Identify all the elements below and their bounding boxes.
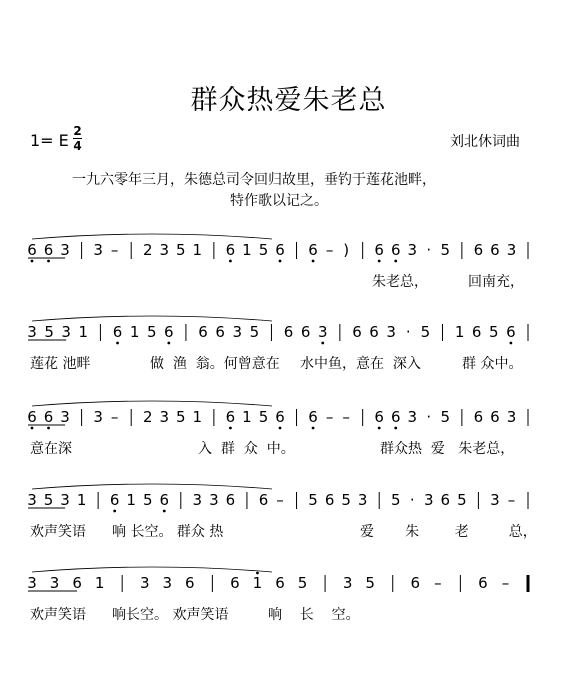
note: 3	[506, 408, 517, 426]
note: 5	[249, 323, 260, 341]
lyric-line: 响长空。 欢声笑语	[112, 607, 229, 623]
note: 6	[374, 408, 384, 426]
low-octave-dot	[47, 260, 50, 263]
note: 1	[192, 408, 203, 426]
slur	[32, 234, 272, 239]
note: 5	[44, 323, 54, 341]
high-octave-dot	[256, 572, 259, 575]
note: 3	[192, 491, 203, 509]
note: 6	[324, 491, 335, 509]
note: 3	[506, 241, 517, 259]
low-octave-dot	[116, 342, 119, 345]
note: 1	[242, 408, 252, 426]
note: 3	[407, 241, 418, 259]
note: 6	[225, 408, 236, 426]
note: 6	[159, 491, 170, 509]
note: 1	[78, 323, 89, 341]
note: ·	[426, 408, 432, 426]
note: 6	[374, 241, 384, 259]
time-signature-bottom: 4	[73, 139, 82, 153]
note: 5	[308, 491, 318, 509]
note: 3	[424, 491, 434, 509]
note: 3	[162, 574, 173, 592]
note: –	[276, 491, 284, 509]
note: 3	[27, 323, 37, 341]
note: 6	[478, 574, 488, 592]
slur	[32, 316, 272, 321]
slur	[32, 401, 272, 406]
lyric-line: 朱老总，	[372, 274, 428, 290]
note: 3	[386, 323, 396, 341]
note: 5	[258, 241, 269, 259]
note: 6	[390, 408, 401, 426]
note: 6	[471, 323, 482, 341]
note: 6	[352, 323, 362, 341]
note: 3	[60, 491, 70, 509]
note: 3	[27, 574, 37, 592]
key-signature: 1= E	[30, 131, 69, 150]
note: 3	[490, 491, 500, 509]
note: 6	[308, 408, 318, 426]
lyric-line: 回南充，	[468, 274, 524, 290]
note: 6	[369, 323, 379, 341]
low-octave-dot	[394, 427, 397, 430]
note: 6	[473, 408, 484, 426]
note: 5	[440, 241, 451, 259]
note: –	[434, 574, 442, 592]
note: 3	[209, 491, 219, 509]
note: 6	[258, 491, 269, 509]
low-octave-dot	[229, 427, 232, 430]
low-octave-dot	[163, 510, 166, 513]
lyric-line: 响 长 空。	[268, 607, 360, 623]
note: 3	[407, 408, 418, 426]
note: 2	[142, 408, 153, 426]
note: 5	[365, 574, 375, 592]
note: 1	[192, 241, 203, 259]
note: 1	[94, 574, 105, 592]
note: 5	[440, 408, 451, 426]
note: 3	[27, 491, 37, 509]
note: 3	[317, 323, 328, 341]
note: 6	[390, 241, 401, 259]
low-octave-dot	[321, 342, 324, 345]
note: 5	[146, 323, 157, 341]
note: 5	[457, 491, 467, 509]
note: 6	[72, 574, 82, 592]
page-title: 群众热爱朱老总	[190, 85, 387, 116]
note: 6	[27, 241, 37, 259]
lyric-line: 群众热 爱 朱老总，	[380, 441, 515, 457]
note: 5	[258, 408, 269, 426]
note: ·	[405, 323, 411, 341]
note: 6	[43, 241, 54, 259]
low-octave-dot	[167, 342, 170, 345]
note: 3	[159, 241, 170, 259]
note: 6	[225, 241, 236, 259]
note: 5	[43, 491, 54, 509]
note: 3	[61, 323, 71, 341]
note: 6	[215, 323, 225, 341]
low-octave-dot	[47, 427, 50, 430]
low-octave-dot	[394, 260, 397, 263]
low-octave-dot	[113, 510, 116, 513]
lyric-line: 入 群 众 中。	[198, 441, 295, 457]
note: –	[325, 241, 334, 259]
note: 3	[60, 408, 70, 426]
note: 6	[109, 491, 120, 509]
note: –	[507, 491, 516, 509]
note: 1	[454, 323, 465, 341]
note: 5	[341, 491, 351, 509]
lyric-line: 意在深	[30, 441, 72, 457]
note: 3	[49, 574, 60, 592]
lyric-line: 群 众中。	[462, 356, 523, 372]
note: 1	[76, 491, 87, 509]
note: 6	[506, 323, 516, 341]
note: 3	[342, 574, 353, 592]
intro-line-2: 特作歌以记之。	[230, 193, 328, 209]
low-octave-dot	[378, 427, 381, 430]
note: 6	[473, 241, 484, 259]
note: 6	[230, 574, 240, 592]
note: 6	[164, 323, 174, 341]
low-octave-dot	[509, 342, 512, 345]
low-octave-dot	[312, 260, 315, 263]
note: 6	[27, 408, 37, 426]
note: 1	[126, 491, 136, 509]
note: 6	[410, 574, 421, 592]
time-signature-top: 2	[73, 124, 82, 138]
note: 3	[93, 408, 103, 426]
note: 3	[232, 323, 243, 341]
lyric-line: 欢声笑语	[30, 524, 86, 540]
note: –	[110, 408, 119, 426]
note: 6	[275, 241, 285, 259]
note: 1	[242, 241, 252, 259]
note: 3	[93, 241, 103, 259]
low-octave-dot	[312, 427, 315, 430]
low-octave-dot	[31, 427, 34, 430]
note: 6	[490, 241, 500, 259]
note: 6	[308, 241, 318, 259]
note: –	[501, 574, 510, 592]
note: 6	[275, 408, 285, 426]
note: 3	[159, 408, 170, 426]
note: 6	[225, 491, 236, 509]
low-octave-dot	[31, 260, 34, 263]
note: 6	[490, 408, 500, 426]
note: 6	[43, 408, 54, 426]
lyric-line: 爱 朱 老 总，	[360, 524, 537, 540]
note: 6	[440, 491, 451, 509]
lyric-line: 欢声笑语	[30, 607, 86, 623]
note: 6	[275, 574, 285, 592]
note: 1	[129, 323, 140, 341]
note: 1	[252, 574, 263, 592]
note: 6	[198, 323, 208, 341]
note: 5	[489, 323, 499, 341]
note: 6	[185, 574, 195, 592]
composer-credit: 刘北休词曲	[450, 134, 520, 150]
low-octave-dot	[279, 427, 282, 430]
note: 5	[420, 323, 431, 341]
note: 3	[357, 491, 368, 509]
lyric-line: 水中鱼，意在 深入	[300, 356, 421, 372]
note: 6	[283, 323, 294, 341]
slur	[32, 484, 272, 489]
note: )	[343, 241, 350, 259]
note: ·	[409, 491, 415, 509]
note: –	[325, 408, 334, 426]
note: ·	[426, 241, 432, 259]
low-octave-dot	[229, 260, 232, 263]
note: 3	[60, 241, 70, 259]
note: 3	[139, 574, 150, 592]
note: 6	[112, 323, 123, 341]
lyric-line: 莲花 池畔	[30, 356, 91, 372]
slur	[32, 567, 272, 572]
note: 5	[176, 408, 186, 426]
note: 5	[176, 241, 186, 259]
note: –	[110, 241, 119, 259]
low-octave-dot	[279, 260, 282, 263]
low-octave-dot	[378, 260, 381, 263]
lyric-line: 响 长空。 群众 热	[112, 524, 224, 540]
note: 6	[300, 323, 311, 341]
note: 5	[142, 491, 153, 509]
intro-line-1: 一九六零年三月，朱德总司令回归故里，垂钓于莲花池畔，	[72, 172, 436, 188]
lyric-line: 做 渔 翁。何曾意在	[150, 356, 280, 372]
note: –	[342, 408, 350, 426]
note: 5	[297, 574, 308, 592]
note: 5	[390, 491, 401, 509]
note: 2	[142, 241, 153, 259]
